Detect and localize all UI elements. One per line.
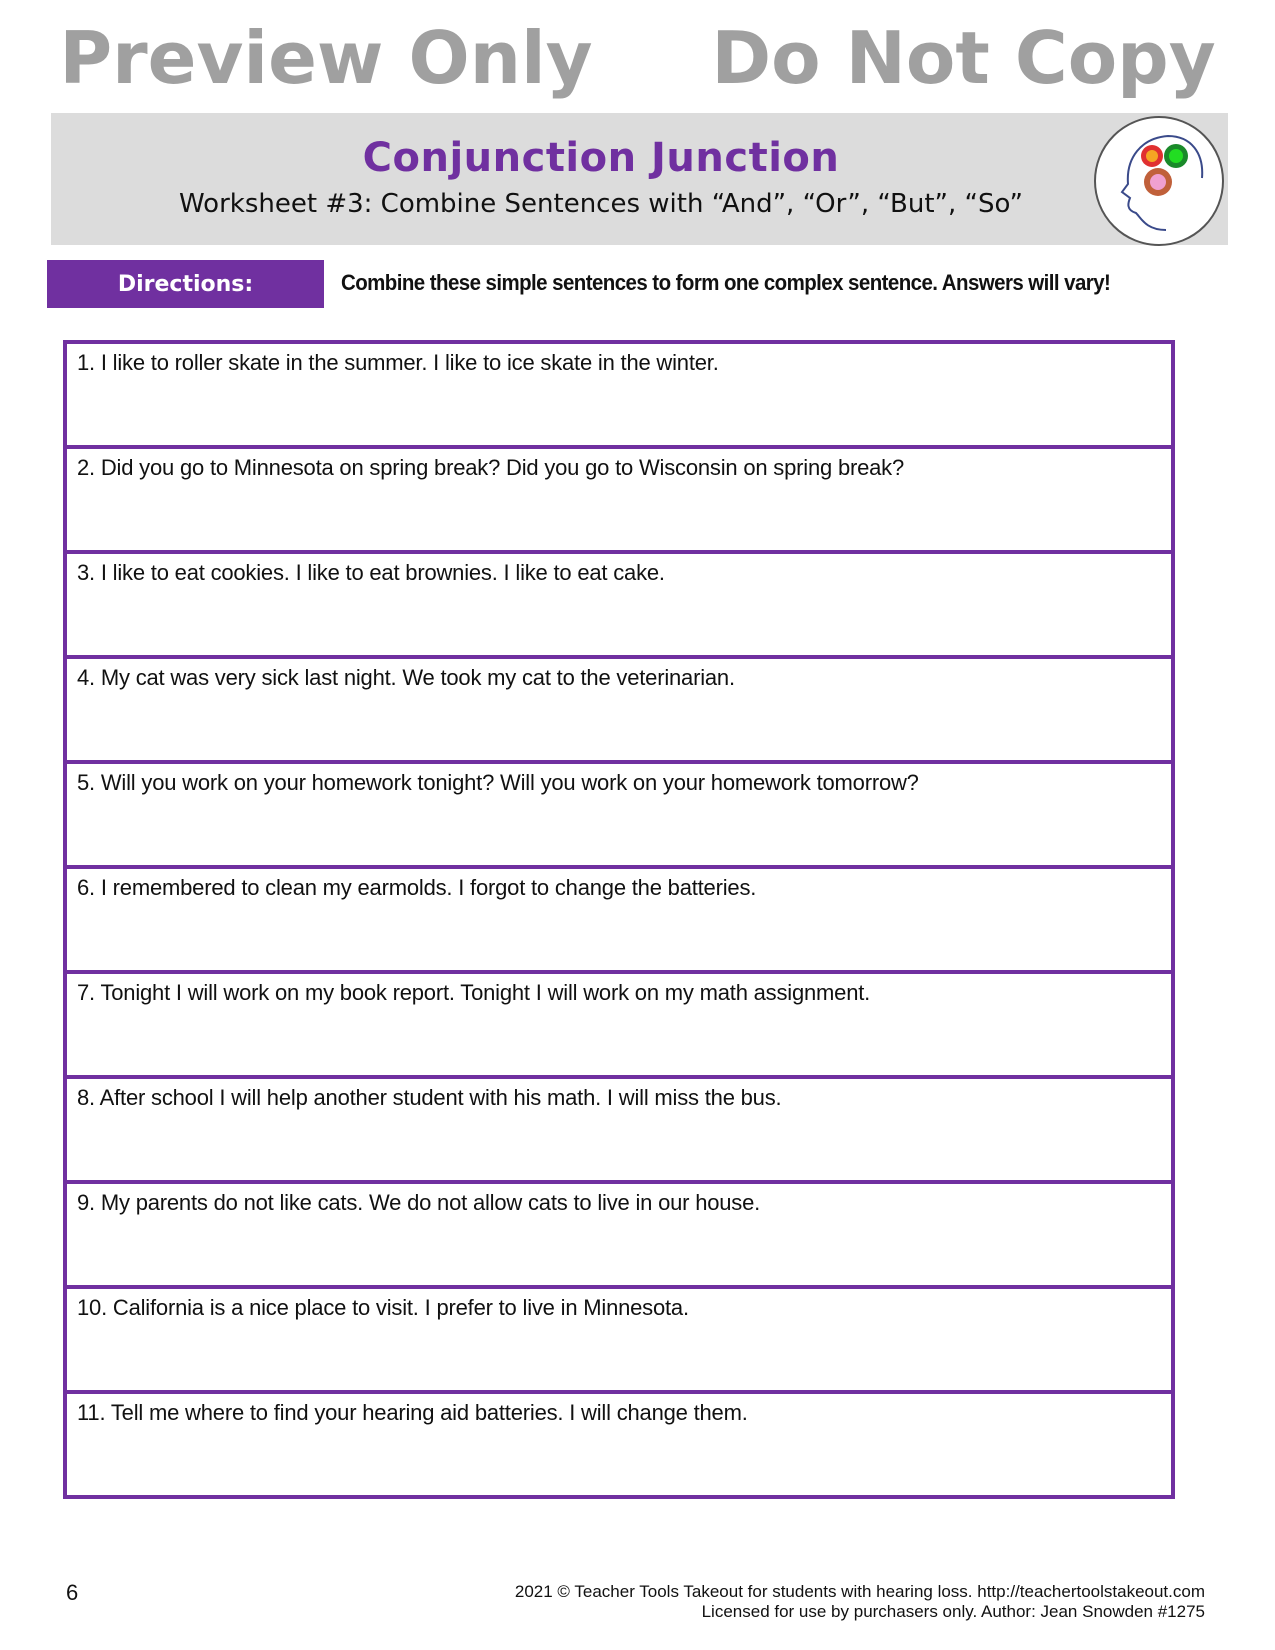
- sentence-prompt: 5. Will you work on your homework tonight? Will you work on your homework tomorrow?: [77, 770, 919, 795]
- answer-box[interactable]: [63, 340, 1175, 445]
- watermark: [0, 10, 1275, 105]
- watermark-preview-only: Preview Only: [59, 15, 593, 100]
- answer-box[interactable]: [63, 865, 1175, 970]
- head-with-gears-icon: [1094, 116, 1224, 246]
- directions-text: Combine these simple sentences to form one complex sentence. Answers will vary!: [341, 270, 1111, 295]
- sentence-prompt: 1. I like to roller skate in the summer. I like to ice skate in the winter.: [77, 350, 719, 375]
- directions-label: Directions:: [47, 260, 324, 308]
- page-subtitle: Worksheet #3: Combine Sentences with “And”, “Or”, “But”, “So”: [179, 189, 1023, 219]
- page-title: Conjunction Junction: [362, 135, 840, 181]
- answer-box[interactable]: [63, 1180, 1175, 1285]
- page-number: 6: [66, 1580, 79, 1605]
- answer-box[interactable]: [63, 445, 1175, 550]
- answer-box[interactable]: [63, 970, 1175, 1075]
- sentence-prompt: 2. Did you go to Minnesota on spring break? Did you go to Wisconsin on spring break?: [77, 455, 905, 480]
- sentence-prompt: 8. After school I will help another student with his math. I will miss the bus.: [77, 1085, 782, 1110]
- answer-box[interactable]: [63, 1285, 1175, 1390]
- sentence-prompt: 7. Tonight I will work on my book report. Tonight I will work on my math assignment.: [77, 980, 871, 1005]
- footer-license: Licensed for use by purchasers only. Author: Jean Snowden #1275: [701, 1602, 1205, 1621]
- answer-box[interactable]: [63, 655, 1175, 760]
- sentence-prompt: 11. Tell me where to find your hearing aid batteries. I will change them.: [77, 1400, 748, 1425]
- answer-box[interactable]: [63, 1075, 1175, 1180]
- watermark-do-not-copy: Do Not Copy: [711, 15, 1216, 100]
- answer-box[interactable]: [63, 1390, 1175, 1499]
- sentence-prompt: 3. I like to eat cookies. I like to eat brownies. I like to eat cake.: [77, 560, 665, 585]
- footer: [515, 1582, 1205, 1622]
- sentence-prompt: 9. My parents do not like cats. We do not allow cats to live in our house.: [77, 1190, 761, 1215]
- worksheet-header: [51, 113, 1228, 245]
- footer-copyright: 2021 © Teacher Tools Takeout for students with hearing loss. http://teachertoolstakeout.com: [514, 1582, 1205, 1601]
- sentence-prompt: 10. California is a nice place to visit. I prefer to live in Minnesota.: [77, 1295, 689, 1320]
- sentence-prompt: 6. I remembered to clean my earmolds. I forgot to change the batteries.: [77, 875, 757, 900]
- sentence-prompt: 4. My cat was very sick last night. We took my cat to the veterinarian.: [77, 665, 735, 690]
- answer-box[interactable]: [63, 550, 1175, 655]
- answer-box[interactable]: [63, 760, 1175, 865]
- sentence-list: [63, 340, 1175, 1499]
